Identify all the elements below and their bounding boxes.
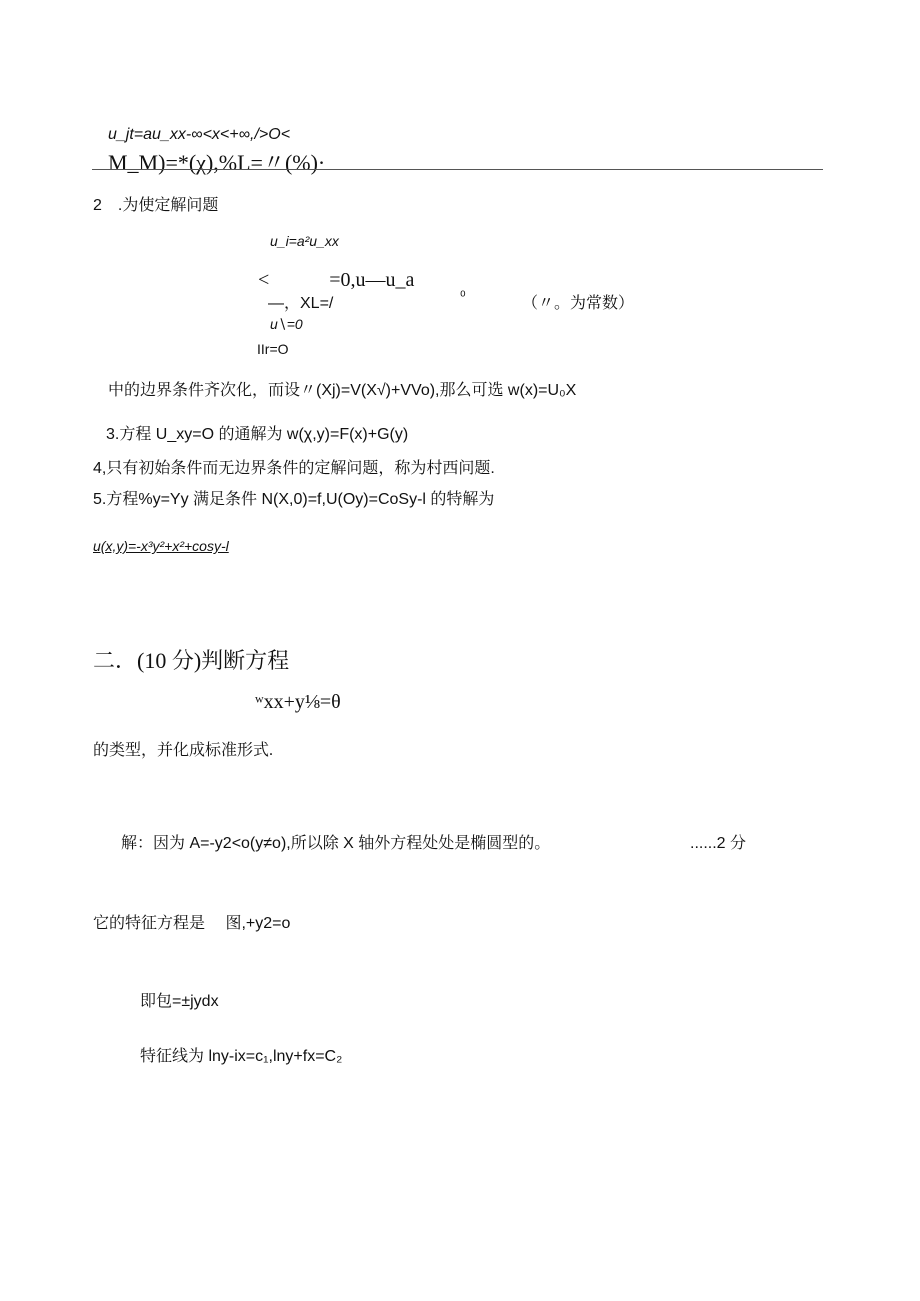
item-2-equation-4: u∖=0 [270, 316, 303, 332]
item-5: 5.方程%y=Yy 满足条件 N(X,0)=f,U(Oy)=CoSy-l 的特解为 [93, 491, 495, 508]
solution-line: 解：因为 A=-y2<o(y≠o),所以除 X 轴外方程处处是椭圆型的。 [121, 835, 551, 852]
item-3: 3.方程 U_xy=O 的通解为 w(χ,y)=F(x)+G(y) [106, 426, 409, 443]
item-4: 4,只有初始条件而无边界条件的定解问题，称为村西问题. [93, 460, 495, 477]
item-2-conclusion: 中的边界条件齐次化，而设〃(Xj)=V(X√)+VVo),那么可选 w(x)=U₀X [108, 382, 577, 399]
characteristic-lines: 特征线为 lny-ix=c₁,lny+fx=C₂ [140, 1048, 343, 1065]
item-2-label: 2 .为使定解问题 [93, 197, 219, 214]
characteristic-equation: 它的特征方程是 图,+y2=o [93, 915, 291, 932]
horizontal-divider [92, 169, 823, 170]
that-is-line: 即包=±jydx [140, 993, 219, 1010]
item-2-constant-note: （〃。为常数） [522, 295, 635, 312]
section-2-equation: ʷxx+y⅛=θ [255, 691, 341, 713]
boundary-condition-line-2: M_M)=*(χ),%L=〃(%)· [108, 150, 326, 175]
item-2-equation-3: —，XL=/ [268, 295, 334, 312]
section-2-instruction: 的类型，并化成标准形式. [93, 742, 274, 759]
item-2-equation-1: u_i=a²u_xx [270, 233, 339, 249]
item-2-equation-3-zero: ⁰ [460, 288, 466, 304]
item-2-equation-2: < =0,u—u_a [258, 269, 415, 291]
item-5-answer: u(x,y)=-x³y²+x²+cosy-l [93, 538, 229, 554]
item-2-equation-5: IIr=O [257, 341, 289, 357]
boundary-condition-line-1: u_jt=au_xx-∞<x<+∞,/>O< [108, 126, 291, 143]
section-2-heading: 二．(10 分)判断方程 [93, 648, 290, 673]
score-note: ......2 分 [690, 835, 747, 852]
